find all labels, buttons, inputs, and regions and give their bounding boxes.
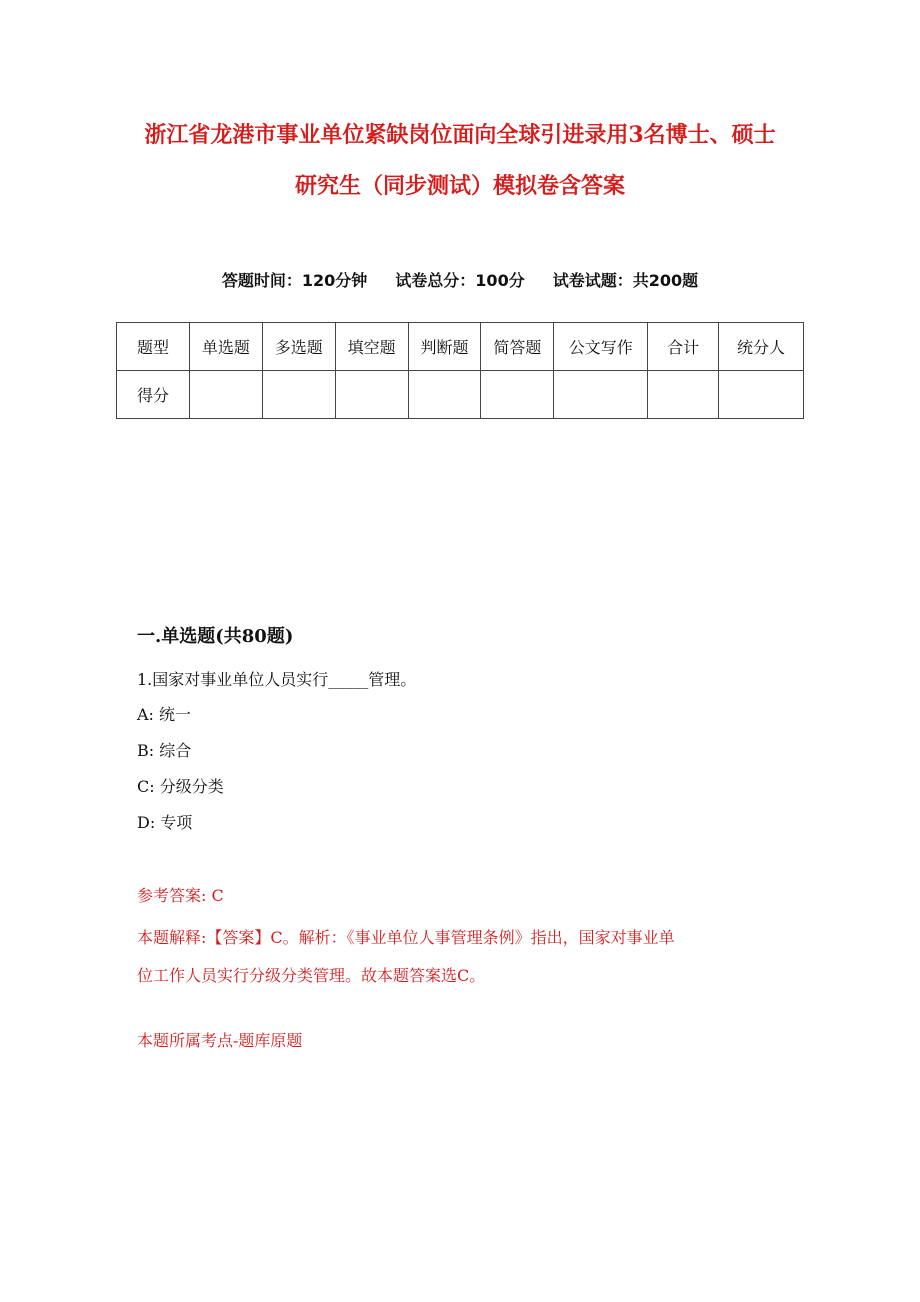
table-header-cell: 简答题 [481, 323, 554, 371]
option-c: C: 分级分类 [137, 777, 224, 796]
table-header-cell: 单选题 [189, 323, 262, 371]
reference-answer: 参考答案: C [137, 886, 224, 905]
score-cell [408, 371, 481, 419]
table-header-cell: 题型 [117, 323, 190, 371]
score-cell [719, 371, 804, 419]
page-title-line-1: 浙江省龙港市事业单位紧缺岗位面向全球引进录用3名博士、硕士 [144, 122, 776, 148]
section-heading: 一.单选题(共80题) [137, 626, 294, 647]
score-cell [262, 371, 335, 419]
table-header-cell: 判断题 [408, 323, 481, 371]
table-header-cell: 多选题 [262, 323, 335, 371]
answer-explanation [137, 919, 777, 995]
exam-info [0, 270, 920, 292]
option-list [137, 703, 224, 847]
table-header-cell: 统分人 [719, 323, 804, 371]
option-a: A: 统一 [137, 705, 192, 724]
score-table-score-row [117, 371, 804, 419]
table-header-cell: 合计 [648, 323, 719, 371]
score-table-header-row [117, 323, 804, 371]
option-b: B: 综合 [137, 741, 192, 760]
score-cell [189, 371, 262, 419]
table-header-cell: 填空题 [335, 323, 408, 371]
exam-question-count: 试卷试题：共200题 [552, 271, 699, 290]
question-stem: 1.国家对事业单位人员实行_____管理。 [137, 670, 417, 689]
score-cell [335, 371, 408, 419]
score-cell [554, 371, 648, 419]
explanation-line: 本题解释:【答案】C。解析：《事业单位人事管理条例》指出，国家对事业单 [137, 928, 675, 947]
question-category: 本题所属考点-题库原题 [137, 1031, 303, 1050]
explanation-line: 位工作人员实行分级分类管理。故本题答案选C。 [137, 966, 486, 985]
exam-time: 答题时间：120分钟 [221, 271, 368, 290]
score-cell [481, 371, 554, 419]
score-cell [648, 371, 719, 419]
exam-total-score: 试卷总分：100分 [395, 271, 525, 290]
table-row-label: 得分 [117, 371, 190, 419]
option-d: D: 专项 [137, 813, 193, 832]
page-title-line-2: 研究生（同步测试）模拟卷含答案 [294, 173, 625, 199]
score-table [116, 322, 804, 419]
table-header-cell: 公文写作 [554, 323, 648, 371]
